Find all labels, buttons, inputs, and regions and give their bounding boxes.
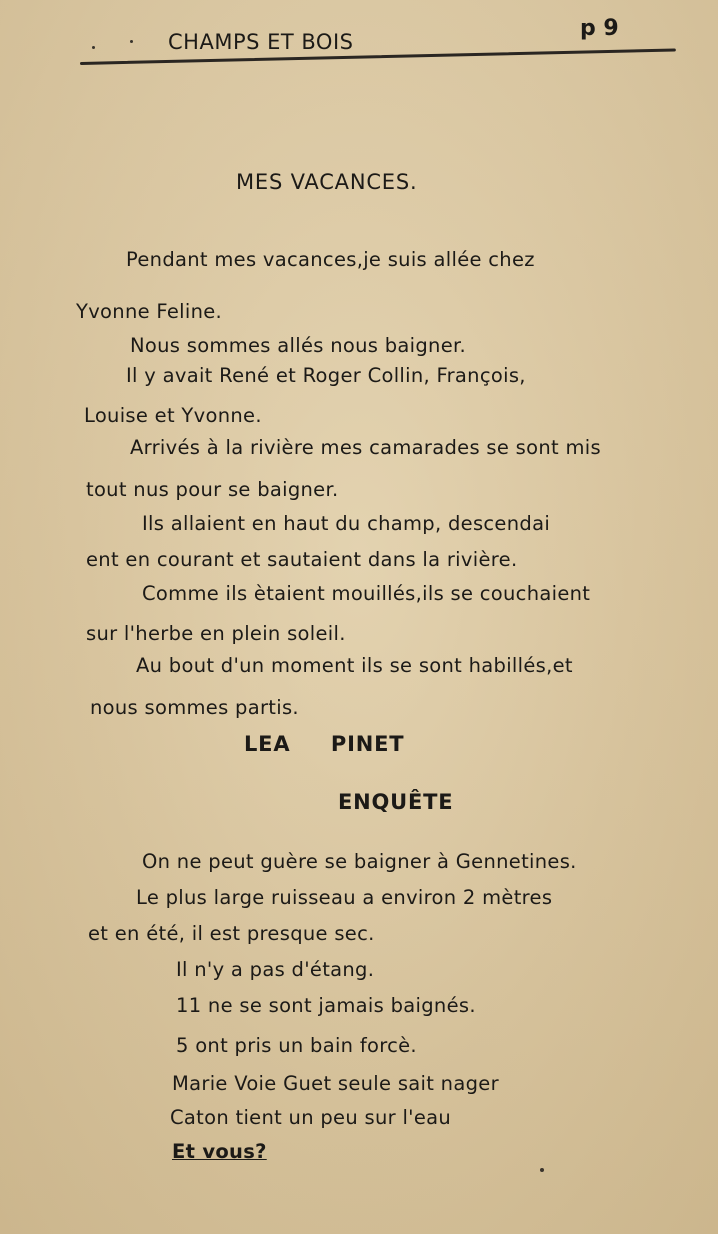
- article2-line: Marie Voie Guet seule sait nager: [172, 1072, 499, 1095]
- article1-line: Comme ils ètaient mouillés,ils se couchaient: [142, 582, 591, 605]
- article2-line: Et vous?: [172, 1140, 267, 1163]
- article1-line: Nous sommes allés nous baigner.: [130, 334, 467, 357]
- article1-author: LEA PINET: [244, 732, 405, 756]
- ink-speck: [130, 40, 133, 43]
- article2-line: On ne peut guère se baigner à Gennetines.: [142, 850, 577, 873]
- article1-line: tout nus pour se baigner.: [86, 478, 339, 501]
- article-title-enquete: ENQUÊTE: [338, 790, 454, 814]
- article1-line: Yvonne Feline.: [76, 300, 223, 323]
- article-title-mes-vacances: MES VACANCES.: [236, 170, 418, 194]
- article1-line: Au bout d'un moment ils se sont habillés,et: [136, 654, 573, 677]
- article2-line: Caton tient un peu sur l'eau: [170, 1106, 452, 1129]
- article1-line: Arrivés à la rivière mes camarades se sont mis: [130, 436, 601, 459]
- ink-speck: [92, 46, 95, 49]
- article1-line: Louise et Yvonne.: [84, 404, 262, 427]
- article1-line: nous sommes partis.: [90, 696, 299, 719]
- article1-line: Pendant mes vacances,je suis allée chez: [126, 248, 535, 271]
- article1-line: Ils allaient en haut du champ, descendai: [142, 512, 551, 535]
- article1-line: Il y avait René et Roger Collin, François,: [126, 364, 526, 387]
- article2-line: 5 ont pris un bain forcè.: [176, 1034, 417, 1057]
- page-number: p 9: [580, 16, 619, 41]
- article2-line: et en été, il est presque sec.: [88, 922, 375, 945]
- article2-line: Il n'y a pas d'étang.: [176, 958, 375, 981]
- article1-line: ent en courant et sautaient dans la rivière.: [86, 548, 518, 571]
- article1-line: sur l'herbe en plein soleil.: [86, 622, 346, 645]
- ink-speck: [540, 1168, 544, 1172]
- article2-line: Le plus large ruisseau a environ 2 mètres: [136, 886, 553, 909]
- article2-line: 11 ne se sont jamais baignés.: [176, 994, 476, 1017]
- journal-title: CHAMPS ET BOIS: [168, 30, 354, 54]
